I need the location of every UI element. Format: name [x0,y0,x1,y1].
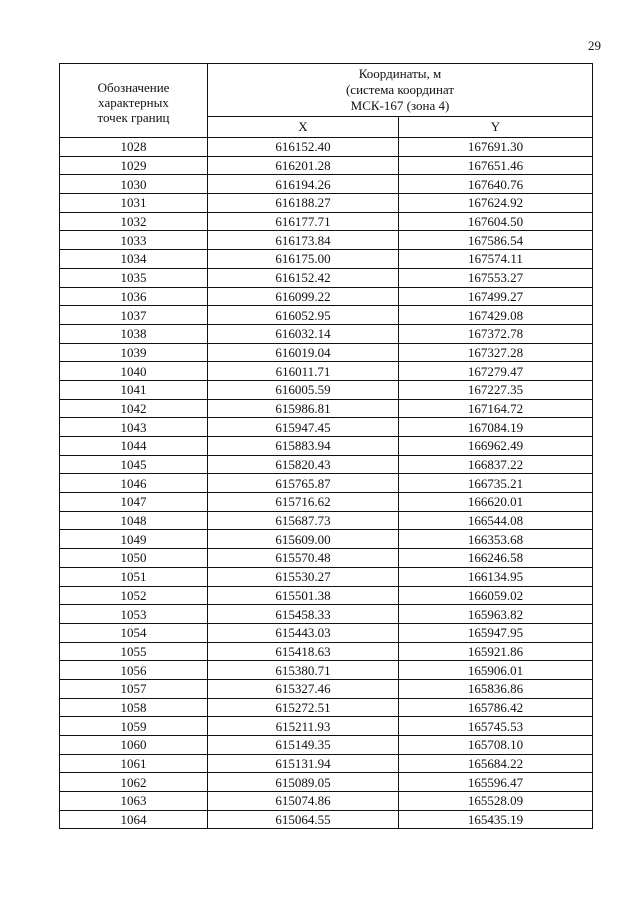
point-id-cell: 1050 [60,549,208,568]
y-coordinate-cell: 167327.28 [399,343,593,362]
y-coordinate-cell: 167553.27 [399,268,593,287]
x-coordinate-cell: 616032.14 [208,324,399,343]
y-coordinate-cell: 167651.46 [399,156,593,175]
table-row [60,773,593,792]
y-coordinate-cell: 167499.27 [399,287,593,306]
x-coordinate-cell: 616052.95 [208,306,399,325]
table-row [60,380,593,399]
point-id-cell: 1031 [60,194,208,213]
table-header [60,64,593,138]
point-id-cell: 1064 [60,810,208,829]
table-row [60,493,593,512]
point-id-cell: 1063 [60,792,208,811]
y-coordinate-cell: 165786.42 [399,698,593,717]
x-coordinate-cell: 616019.04 [208,343,399,362]
table-row [60,642,593,661]
point-id-cell: 1040 [60,362,208,381]
x-coordinate-cell: 616099.22 [208,287,399,306]
table-row [60,511,593,530]
y-coordinate-cell: 167164.72 [399,399,593,418]
x-coordinate-cell: 616011.71 [208,362,399,381]
table-row [60,605,593,624]
table-row [60,437,593,456]
x-coordinate-cell: 615272.51 [208,698,399,717]
x-coordinate-cell: 615131.94 [208,754,399,773]
table-row [60,810,593,829]
x-coordinate-cell: 616177.71 [208,212,399,231]
x-coordinate-cell: 615687.73 [208,511,399,530]
point-id-cell: 1041 [60,380,208,399]
table-row [60,343,593,362]
point-id-cell: 1054 [60,623,208,642]
x-coordinate-cell: 615986.81 [208,399,399,418]
table-row [60,138,593,157]
x-coordinate-cell: 616175.00 [208,250,399,269]
table-row [60,306,593,325]
table-row [60,549,593,568]
y-coordinate-cell: 166837.22 [399,455,593,474]
point-id-cell: 1061 [60,754,208,773]
point-designation-header [60,64,208,138]
point-id-cell: 1051 [60,567,208,586]
y-coordinate-cell: 167227.35 [399,380,593,399]
point-id-cell: 1034 [60,250,208,269]
point-id-cell: 1038 [60,324,208,343]
point-id-cell: 1056 [60,661,208,680]
table-row [60,698,593,717]
table-row [60,362,593,381]
y-column-header: Y [399,117,593,138]
table-row [60,754,593,773]
point-id-cell: 1028 [60,138,208,157]
x-coordinate-cell: 616201.28 [208,156,399,175]
point-id-cell: 1032 [60,212,208,231]
y-coordinate-cell: 167429.08 [399,306,593,325]
x-coordinate-cell: 615327.46 [208,679,399,698]
page-number: 29 [588,38,601,53]
x-coordinate-cell: 615089.05 [208,773,399,792]
table-row [60,661,593,680]
y-coordinate-cell: 166353.68 [399,530,593,549]
y-coordinate-cell: 167691.30 [399,138,593,157]
point-id-cell: 1060 [60,736,208,755]
x-coordinate-cell: 615947.45 [208,418,399,437]
y-coordinate-cell: 167372.78 [399,324,593,343]
table-row [60,717,593,736]
point-id-cell: 1029 [60,156,208,175]
x-coordinate-cell: 616188.27 [208,194,399,213]
point-id-cell: 1043 [60,418,208,437]
table-row [60,194,593,213]
x-coordinate-cell: 615570.48 [208,549,399,568]
x-coordinate-cell: 616194.26 [208,175,399,194]
point-id-cell: 1049 [60,530,208,549]
point-id-cell: 1062 [60,773,208,792]
point-id-cell: 1059 [60,717,208,736]
x-coordinate-cell: 615443.03 [208,623,399,642]
coordinates-table [59,63,593,829]
y-coordinate-cell: 166134.95 [399,567,593,586]
coordinates-header [208,64,593,117]
point-id-cell: 1030 [60,175,208,194]
point-id-cell: 1045 [60,455,208,474]
point-id-cell: 1037 [60,306,208,325]
coordinates-header-line: МСК-167 (зона 4) [350,98,450,113]
table-row [60,399,593,418]
point-designation-header-line: точек границ [97,109,170,125]
y-coordinate-cell: 165963.82 [399,605,593,624]
x-coordinate-cell: 615883.94 [208,437,399,456]
point-id-cell: 1057 [60,679,208,698]
y-coordinate-cell: 167640.76 [399,175,593,194]
y-coordinate-cell: 165745.53 [399,717,593,736]
table-row [60,736,593,755]
y-coordinate-cell: 167624.92 [399,194,593,213]
x-coordinate-cell: 615149.35 [208,736,399,755]
y-coordinate-cell: 165921.86 [399,642,593,661]
y-coordinate-cell: 166735.21 [399,474,593,493]
table-row [60,792,593,811]
x-coordinate-cell: 615380.71 [208,661,399,680]
y-coordinate-cell: 165708.10 [399,736,593,755]
table-row [60,418,593,437]
table-row [60,287,593,306]
table-row [60,212,593,231]
table-row [60,623,593,642]
point-designation-header-line: характерных [98,94,169,110]
point-designation-header-line: Обозначение [97,79,170,95]
x-coordinate-cell: 615418.63 [208,642,399,661]
x-coordinate-cell: 615064.55 [208,810,399,829]
point-id-cell: 1044 [60,437,208,456]
point-id-cell: 1055 [60,642,208,661]
point-id-cell: 1042 [60,399,208,418]
y-coordinate-cell: 165906.01 [399,661,593,680]
point-id-cell: 1035 [60,268,208,287]
x-coordinate-cell: 615820.43 [208,455,399,474]
table-row [60,586,593,605]
x-column-header: X [208,117,399,138]
point-id-cell: 1036 [60,287,208,306]
y-coordinate-cell: 165528.09 [399,792,593,811]
x-coordinate-cell: 615211.93 [208,717,399,736]
point-id-cell: 1058 [60,698,208,717]
table-row [60,268,593,287]
y-coordinate-cell: 166059.02 [399,586,593,605]
x-coordinate-cell: 616173.84 [208,231,399,250]
table-row [60,231,593,250]
y-coordinate-cell: 165435.19 [399,810,593,829]
table-row [60,455,593,474]
y-coordinate-cell: 166544.08 [399,511,593,530]
y-coordinate-cell: 167279.47 [399,362,593,381]
y-coordinate-cell: 165836.86 [399,679,593,698]
table-row [60,474,593,493]
point-id-cell: 1053 [60,605,208,624]
y-coordinate-cell: 165947.95 [399,623,593,642]
x-coordinate-cell: 615765.87 [208,474,399,493]
y-coordinate-cell: 166620.01 [399,493,593,512]
point-id-cell: 1039 [60,343,208,362]
y-coordinate-cell: 167574.11 [399,250,593,269]
y-coordinate-cell: 167084.19 [399,418,593,437]
x-coordinate-cell: 616152.40 [208,138,399,157]
table-row [60,324,593,343]
x-coordinate-cell: 615501.38 [208,586,399,605]
point-id-cell: 1033 [60,231,208,250]
x-coordinate-cell: 615074.86 [208,792,399,811]
point-id-cell: 1048 [60,511,208,530]
y-coordinate-cell: 165684.22 [399,754,593,773]
table-row [60,250,593,269]
y-coordinate-cell: 166962.49 [399,437,593,456]
x-coordinate-cell: 616005.59 [208,380,399,399]
table-row [60,679,593,698]
y-coordinate-cell: 165596.47 [399,773,593,792]
table-row [60,567,593,586]
y-coordinate-cell: 167586.54 [399,231,593,250]
coordinates-header-line: (система координат [345,82,455,97]
x-coordinate-cell: 615609.00 [208,530,399,549]
table-row [60,530,593,549]
y-coordinate-cell: 166246.58 [399,549,593,568]
point-id-cell: 1052 [60,586,208,605]
point-id-cell: 1046 [60,474,208,493]
y-coordinate-cell: 167604.50 [399,212,593,231]
coordinates-header-line: Координаты, м [358,66,442,81]
point-id-cell: 1047 [60,493,208,512]
table-row [60,156,593,175]
x-coordinate-cell: 615530.27 [208,567,399,586]
x-coordinate-cell: 615458.33 [208,605,399,624]
x-coordinate-cell: 615716.62 [208,493,399,512]
table-body [60,138,593,829]
x-coordinate-cell: 616152.42 [208,268,399,287]
table-row [60,175,593,194]
